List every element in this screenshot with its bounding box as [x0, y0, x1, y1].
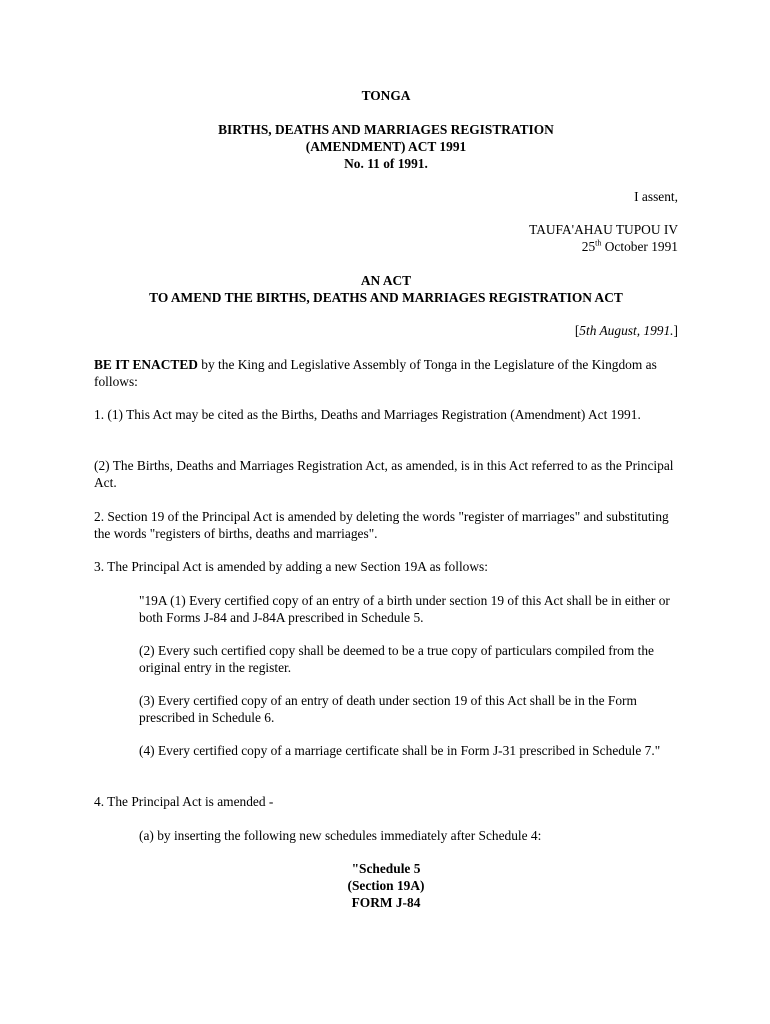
assent-date [94, 239, 678, 256]
section-4-a: (a) by inserting the following new schedules immediately after Schedule 4: [139, 828, 542, 843]
enacting-clause-bold: BE IT ENACTED [94, 357, 198, 372]
schedule-form-name: FORM J-84 [351, 894, 421, 910]
section-19a-1: "19A (1) Every certified copy of an entry of a birth under section 19 of this Act shall be in either or both Forms J-84 and J-84A prescribed in Schedule 5. [139, 593, 670, 625]
schedule-heading [94, 861, 678, 911]
long-title-line-2: TO AMEND THE BIRTHS, DEATHS AND MARRIAGES REGISTRATION ACT [149, 289, 623, 305]
section-2: 2. Section 19 of the Principal Act is amended by deleting the words "register of marriages" and substituting the words "registers of births, deaths and marriages". [94, 509, 669, 541]
assent-date-rest: October 1991 [601, 238, 678, 254]
section-4: 4. The Principal Act is amended - [94, 794, 274, 809]
country-heading: TONGA [361, 88, 411, 103]
signatory-name: TAUFA'AHAU TUPOU IV [529, 222, 678, 237]
schedule-title: "Schedule 5 [351, 861, 421, 876]
long-title [94, 273, 678, 307]
enactment-date-value: 5th August, 1991. [579, 323, 674, 338]
long-title-line-1: AN ACT [360, 273, 412, 288]
section-19a-3: (3) Every certified copy of an entry of death under section 19 of this Act shall be in the Form prescribed in Schedule 6. [139, 693, 637, 725]
act-title-line-1: BIRTHS, DEATHS AND MARRIAGES REGISTRATION [218, 122, 554, 137]
section-19a-2: (2) Every such certified copy shall be deemed to be a true copy of particulars compiled from the original entry in the register. [139, 643, 654, 675]
assent-text: I assent, [634, 189, 678, 204]
act-title-line-2: (AMENDMENT) ACT 1991 [305, 138, 467, 154]
section-1-2: (2) The Births, Deaths and Marriages Registration Act, as amended, is in this Act referred to as the Principal Act. [94, 458, 674, 490]
enactment-date: [5th August, 1991.] [574, 323, 678, 338]
schedule-section-ref: (Section 19A) [347, 877, 425, 893]
assent-date-day: 25 [581, 238, 596, 254]
act-title [94, 122, 678, 172]
enacting-clause-text: by the King and Legislative Assembly of Tonga in the Legislature of the Kingdom as follows: [94, 357, 657, 389]
assent-signature [94, 222, 678, 256]
section-19a-4: (4) Every certified copy of a marriage certificate shall be in Form J-31 prescribed in Schedule 7." [139, 743, 661, 758]
enacting-clause [94, 357, 678, 391]
section-1-1: 1. (1) This Act may be cited as the Births, Deaths and Marriages Registration (Amendment) Act 1991. [94, 407, 641, 422]
assent-date-suffix: th [595, 238, 602, 248]
act-number: No. 11 of 1991. [344, 155, 428, 171]
section-3: 3. The Principal Act is amended by adding a new Section 19A as follows: [94, 559, 488, 574]
